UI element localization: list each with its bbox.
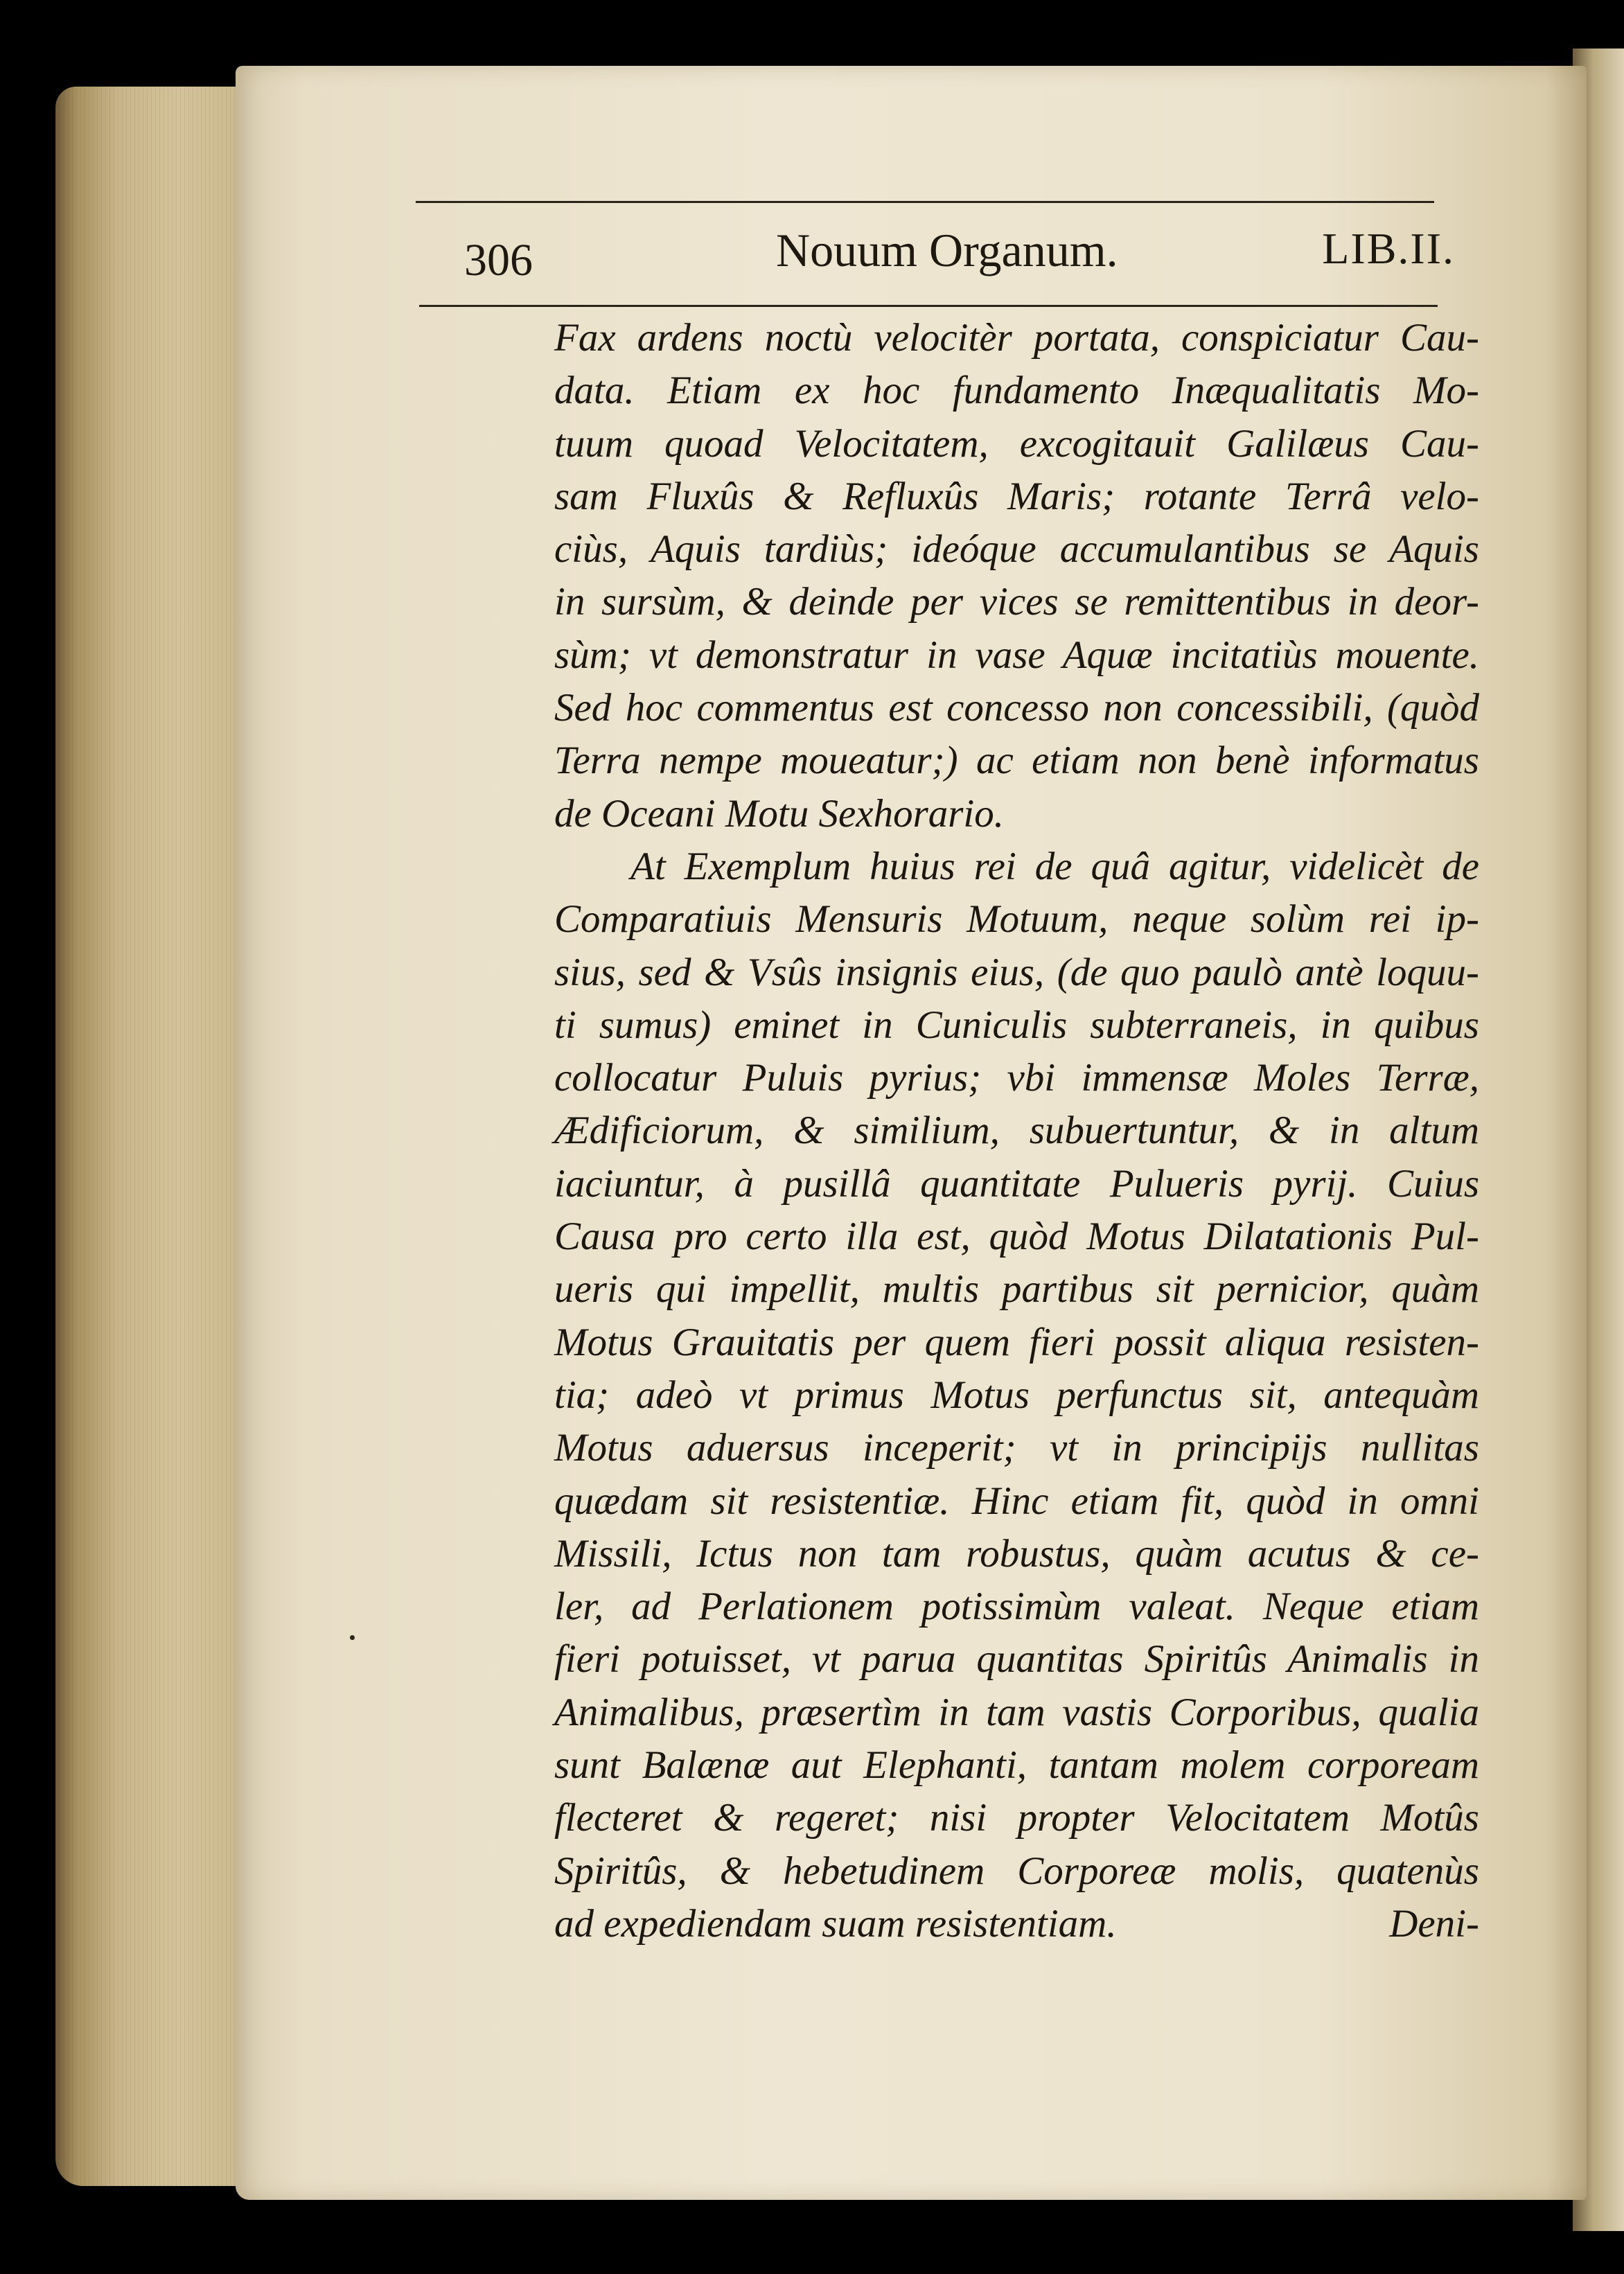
paragraph-2: [554, 840, 1479, 1950]
text-line: sius, sed & Vsûs insignis eius, (de quo paulò antè loquu-: [554, 950, 1479, 994]
text-line: Terra nempe moueatur;) ac etiam non benè informatus: [554, 739, 1479, 783]
text-line: sam Fluxûs & Refluxûs Maris; rotante Terrâ velo-: [554, 474, 1479, 518]
text-line-with-catchword: [554, 1898, 1479, 1950]
page-number: 306: [464, 235, 533, 285]
text-line: ti sumus) eminet in Cuniculis subterraneis, in quibus: [554, 1003, 1479, 1047]
text-line: Animalibus, præsertìm in tam vastis Corporibus, qualia: [554, 1690, 1479, 1734]
text-line: ueris qui impellit, multis partibus sit pernicior, quàm: [554, 1267, 1479, 1312]
text-line: At Exemplum huius rei de quâ agitur, videlicèt de: [630, 844, 1479, 888]
text-line: Missili, Ictus non tam robustus, quàm acutus & ce-: [554, 1531, 1479, 1576]
text-line: Motus Grauitatis per quem fieri possit aliqua resisten-: [554, 1320, 1479, 1364]
running-head: [443, 208, 1469, 298]
text-line: in sursùm, & deinde per vices se remittentibus in deor-: [554, 580, 1479, 624]
text-line: Spiritûs, & hebetudinem Corporeæ molis, quatenùs: [554, 1849, 1479, 1893]
text-line: Ædificiorum, & similium, subuertuntur, & in altum: [554, 1109, 1479, 1153]
text-line: Sed hoc commentus est concesso non concessibili, (quòd: [554, 686, 1479, 730]
text-line: collocatur Puluis pyrius; vbi immensæ Moles Terræ,: [554, 1056, 1479, 1100]
header-rule-bottom: [419, 305, 1438, 307]
text-line: tuum quoad Velocitatem, excogitauit Galilæus Cau-: [554, 421, 1479, 466]
page-block-edge: [55, 87, 263, 2186]
text-line: flecteret & regeret; nisi propter Velocitatem Motûs: [554, 1796, 1479, 1840]
text-line: Causa pro certo illa est, quòd Motus Dilatationis Pul-: [554, 1215, 1479, 1259]
text-line: ciùs, Aquis tardiùs; ideóque accumulantibus se Aquis: [554, 527, 1479, 572]
text-line: Comparatiuis Mensuris Motuum, neque solùm rei ip-: [554, 897, 1479, 942]
text-line: sùm; vt demonstratur in vase Aquæ incitatiùs mouente.: [554, 633, 1479, 677]
text-line: iaciuntur, à pusillâ quantitate Pulueris pyrij. Cuius: [554, 1161, 1479, 1206]
book-part-label: LIB.II.: [1322, 224, 1455, 273]
header-rule-top: [416, 201, 1434, 203]
text-line: tia; adeò vt primus Motus perfunctus sit, antequàm: [554, 1373, 1479, 1417]
text-line: Motus aduersus inceperit; vt in principijs nullitas: [554, 1426, 1479, 1470]
paragraph-1: [554, 312, 1479, 840]
text-line: sunt Balænæ aut Elephanti, tantam molem corpoream: [554, 1743, 1479, 1788]
ink-speck: [350, 1635, 355, 1640]
text-line: de Oceani Motu Sexhorario.: [554, 791, 1005, 836]
main-text: [554, 312, 1479, 1950]
book-title: Nouum Organum.: [776, 224, 1118, 276]
text-line: fieri potuisset, vt parua quantitas Spiritûs Animalis in: [554, 1637, 1479, 1682]
text-line: ad expediendam suam resistentiam.: [554, 1901, 1117, 1946]
text-line: ler, ad Perlationem potissimùm valeat. Neque etiam: [554, 1585, 1479, 1629]
catchword: Deni-: [1389, 1901, 1479, 1946]
text-line: data. Etiam ex hoc fundamento Inæqualitatis Mo-: [554, 369, 1479, 413]
text-line: quædam sit resistentiæ. Hinc etiam fit, quòd in omni: [554, 1479, 1479, 1523]
text-line: Fax ardens noctù velocitèr portata, conspiciatur Cau-: [554, 316, 1479, 360]
